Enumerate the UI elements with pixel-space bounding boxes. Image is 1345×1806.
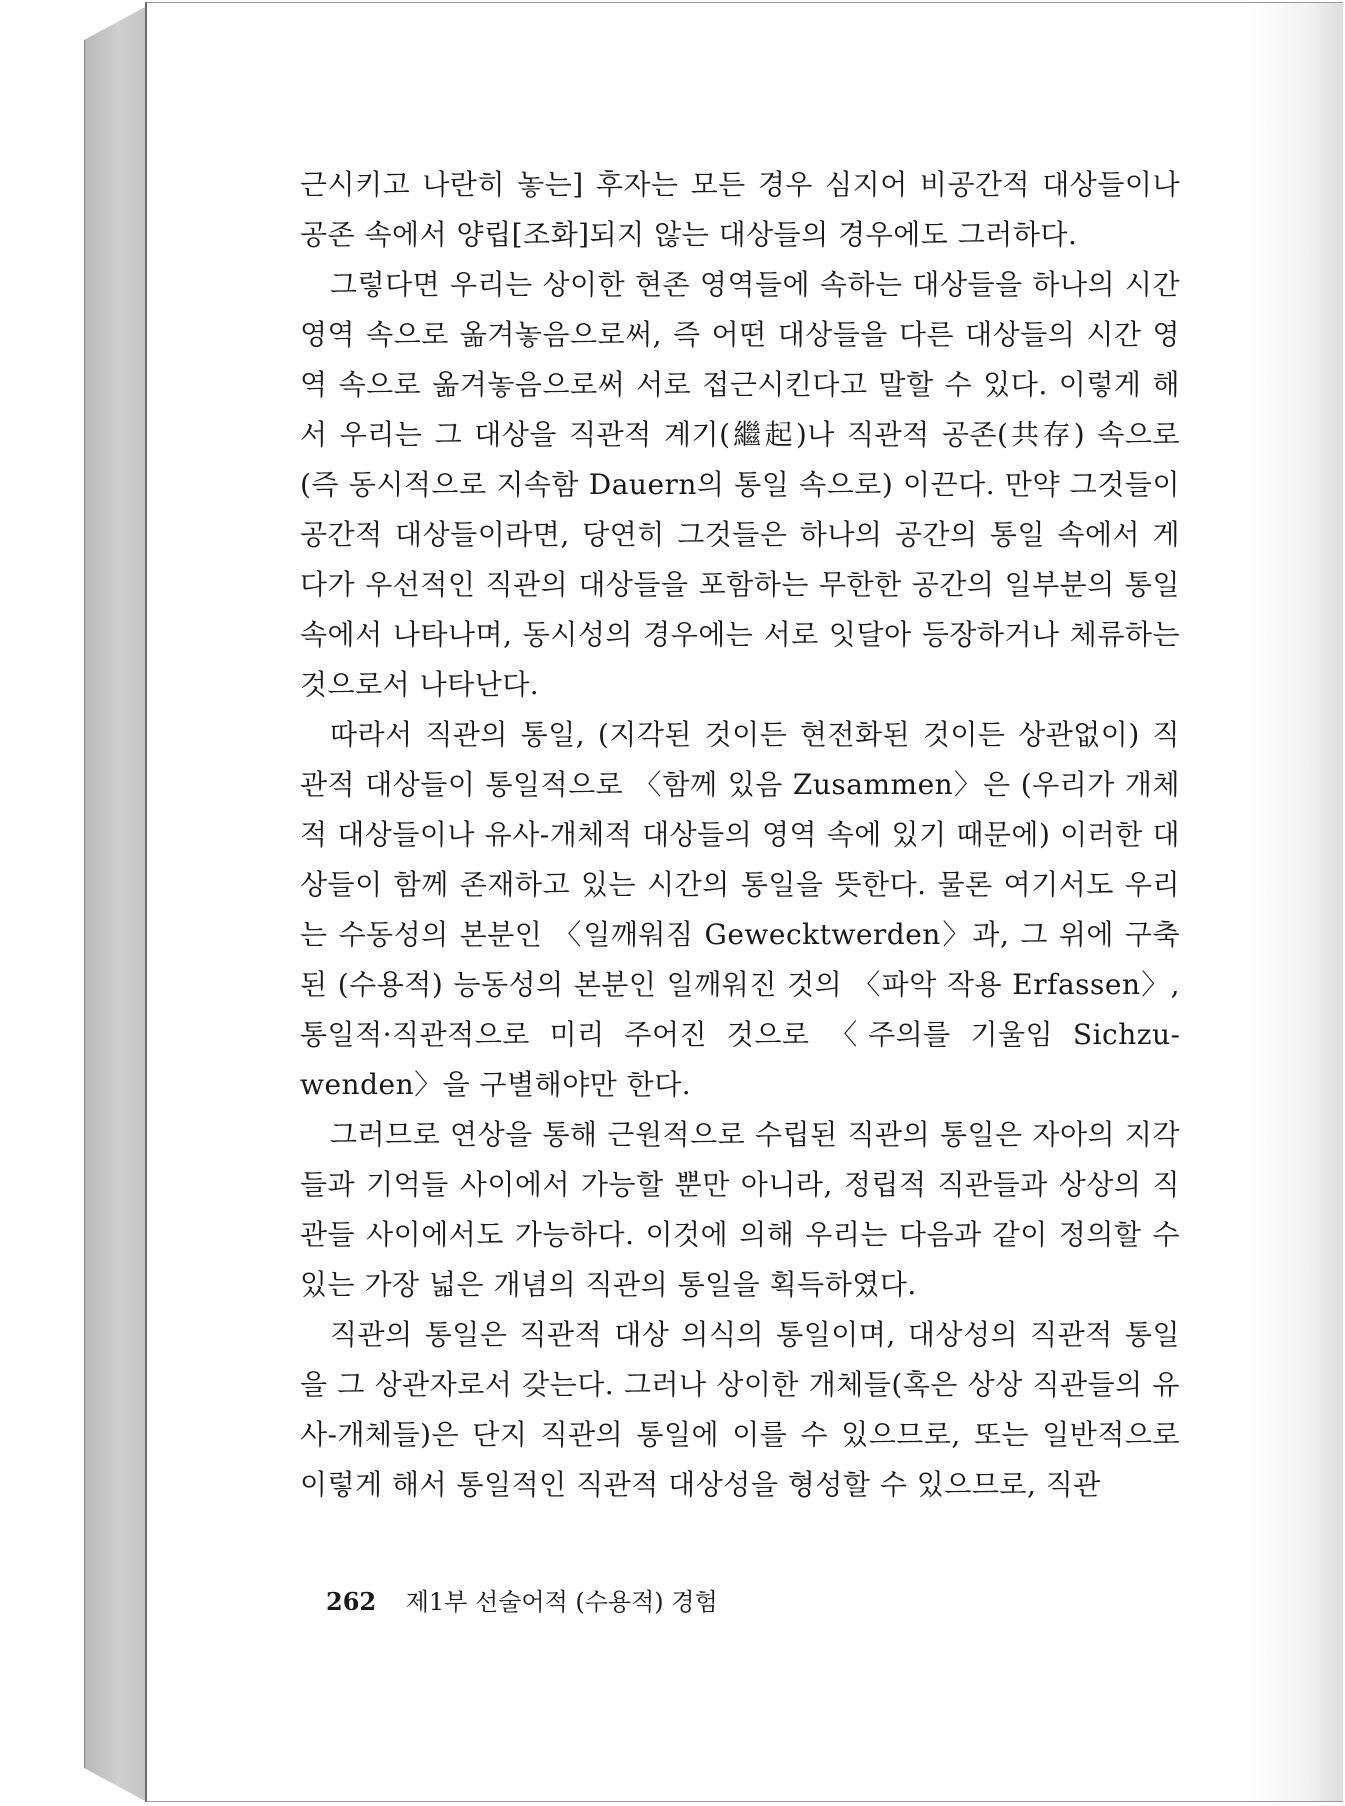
page-footer (326, 1582, 718, 1617)
book-spine (84, 6, 147, 1802)
body-text (300, 160, 1180, 1510)
paragraph-2: 그렇다면 우리는 상이한 현존 영역들에 속하는 대상들을 하나의 시간 영역 속으로 옮겨놓음으로써, 즉 어떤 대상들을 다른 대상들의 시간 영역 속으로 옮겨놓음으로써 서로 접근시킨다고 말할 수 있다. 이렇게 해서 우리는 그 대상을 직관적 계기(繼起)나 직관적 공존(共存) 속으로 (즉 동시적으로 지속함 Dauern의 통일 속으로) 이끈다. 만약 그것들이 공간적 대상들이라면, 당연히 그것들은 하나의 공간의 통일 속에서 게다가 우선적인 직관의 대상들을 포함하는 무한한 공간의 일부분의 통일 속에서 나타나며, 동시성의 경우에는 서로 잇달아 등장하거나 체류하는 것으로서 나타난다. (300, 268, 1180, 701)
page-number: 262 (326, 1587, 377, 1616)
paragraph-3: 따라서 직관의 통일, (지각된 것이든 현전화된 것이든 상관없이) 직관적 대상들이 통일적으로 〈함께 있음 Zusammen〉은 (우리가 개체적 대상들이나 유사-개체적 대상들의 영역 속에 있기 때문에) 이러한 대상들이 함께 존재하고 있는 시간의 통일을 뜻한다. 물론 여기서도 우리는 수동성의 본분인 〈일깨워짐 Gewecktwerden〉과, 그 위에 구축된 (수용적) 능동성의 본분인 일깨워진 것의 〈파악 작용 Erfassen〉, 통일적·직관적으로 미리 주어진 것으로 〈주의를 기울임 Sichzuwenden〉을 구별해야만 한다. (300, 718, 1180, 1101)
paragraph-1: 근시키고 나란히 놓는] 후자는 모든 경우 심지어 비공간적 대상들이나 공존 속에서 양립[조화]되지 않는 대상들의 경우에도 그러하다. (300, 168, 1180, 251)
paragraph-5: 직관의 통일은 직관적 대상 의식의 통일이며, 대상성의 직관적 통일을 그 상관자로서 갖는다. 그러나 상이한 개체들(혹은 상상 직관들의 유사-개체들)은 단지 직관의 통일에 이를 수 있으므로, 또는 일반적으로 이렇게 해서 통일적인 직관적 대상성을 형성할 수 있으므로, 직관 (300, 1318, 1180, 1501)
paragraph-4: 그러므로 연상을 통해 근원적으로 수립된 직관의 통일은 자아의 지각들과 기억들 사이에서 가능할 뿐만 아니라, 정립적 직관들과 상상의 직관들 사이에서도 가능하다. 이것에 의해 우리는 다음과 같이 정의할 수 있는 가장 넓은 개념의 직관의 통일을 획득하였다. (300, 1118, 1180, 1301)
running-title: 제1부 선술어적 (수용적) 경험 (405, 1588, 718, 1616)
